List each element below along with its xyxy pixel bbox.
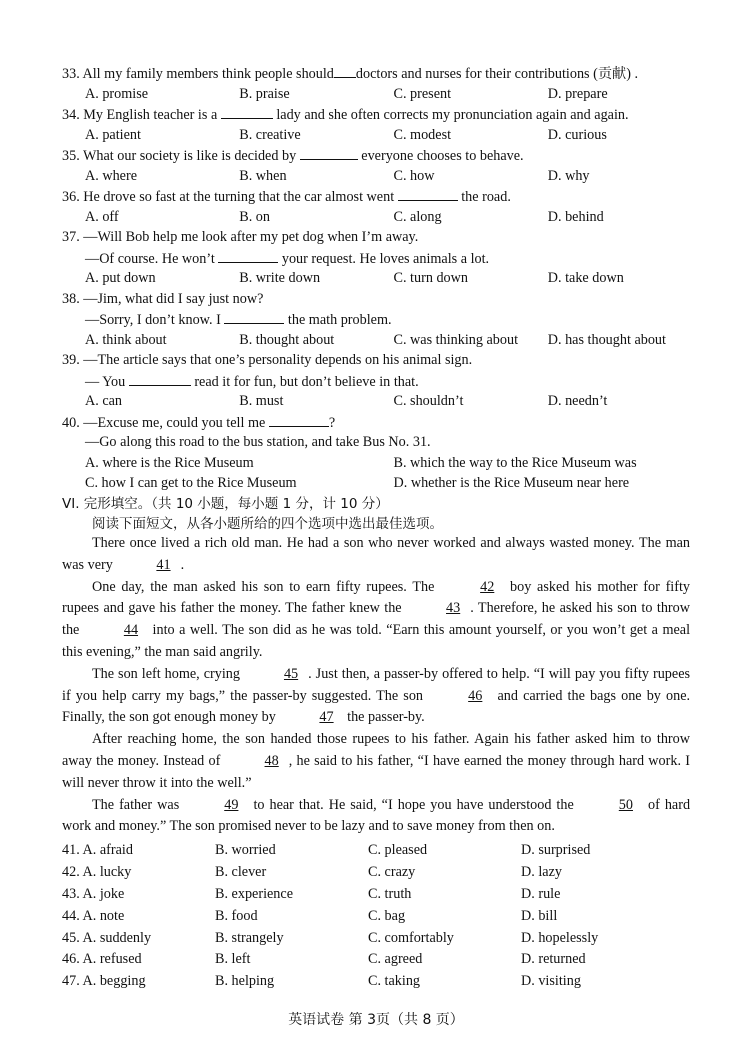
question-stem: ? bbox=[328, 414, 336, 431]
question-35 bbox=[62, 145, 702, 166]
options-40-row-2 bbox=[62, 473, 702, 494]
passage-text: boy asked his mother for fifty rupees and gave his father the money. The father knew the bbox=[62, 578, 691, 617]
option: C. pleased bbox=[368, 842, 428, 858]
paragraph-2 bbox=[62, 577, 690, 664]
option: B. worried bbox=[215, 842, 276, 858]
option: D. bill bbox=[521, 907, 558, 924]
cloze-option-row-45 bbox=[62, 928, 702, 950]
cloze-option-row-43 bbox=[62, 884, 702, 906]
cloze-options bbox=[62, 840, 702, 993]
paragraph-1 bbox=[62, 533, 690, 577]
question-stem: —Go along this road to the bus station, and take Bus No. 31. bbox=[85, 434, 431, 450]
question-33 bbox=[62, 63, 702, 84]
option: C. truth bbox=[368, 885, 412, 902]
option: C. turn down bbox=[393, 270, 468, 286]
option: C. modest bbox=[393, 126, 452, 143]
question-stem: 33. All my family members think people should bbox=[62, 66, 334, 82]
option: 43. A. joke bbox=[62, 885, 125, 902]
answer-blank bbox=[334, 63, 356, 78]
question-stem: everyone chooses to behave. bbox=[361, 148, 524, 164]
option: C. comfortably bbox=[368, 929, 454, 946]
answer-blank bbox=[269, 412, 329, 427]
option: B. clever bbox=[215, 863, 267, 880]
cloze-blank-42: 42 bbox=[480, 578, 495, 595]
option: B. when bbox=[239, 167, 287, 184]
section-instruction: 阅读下面短文，从各小题所给的四个选项中选出最佳选项。 bbox=[92, 516, 443, 532]
option: B. which the way to the Rice Museum was bbox=[393, 454, 637, 471]
question-stem: lady and she often corrects my pronunciation again and again. bbox=[276, 107, 629, 123]
passage-text: There once lived a rich old man. He had a son who never worked and always wasted money. The man was very bbox=[62, 535, 690, 573]
option: D. why bbox=[547, 167, 590, 184]
option: D. returned bbox=[521, 951, 586, 968]
question-stem: 35. What our society is like is decided by bbox=[62, 148, 297, 164]
option: D. needn’t bbox=[547, 393, 608, 409]
option: 41. A. afraid bbox=[62, 842, 133, 858]
passage-text: of hard work and money.” The son promised never to be lazy and to save money from then on. bbox=[62, 796, 691, 835]
option: D. visiting bbox=[521, 973, 581, 990]
question-stem: doctors and nurses for their contributions (贡献) . bbox=[355, 66, 639, 82]
cloze-blank-50: 50 bbox=[618, 796, 633, 813]
option: B. thought about bbox=[239, 331, 335, 348]
cloze-option-row-42 bbox=[62, 862, 702, 884]
option: D. prepare bbox=[547, 85, 608, 102]
option: A. where bbox=[85, 167, 137, 184]
answer-blank bbox=[224, 309, 284, 324]
option: D. curious bbox=[547, 126, 607, 143]
option: 47. A. begging bbox=[62, 973, 146, 990]
option: A. off bbox=[85, 208, 119, 225]
question-40-reply bbox=[62, 432, 702, 453]
option: C. how I can get to the Rice Museum bbox=[85, 475, 297, 491]
answer-blank bbox=[300, 145, 358, 160]
cloze-option-row-44 bbox=[62, 906, 702, 928]
passage-text: and carried the bags one by one. Finally, the son got enough money by bbox=[62, 687, 691, 726]
question-39 bbox=[62, 350, 702, 371]
option: B. on bbox=[239, 208, 270, 225]
option: A. promise bbox=[85, 85, 149, 102]
option: A. think about bbox=[85, 331, 167, 348]
paragraph-3 bbox=[62, 664, 690, 729]
option: 46. A. refused bbox=[62, 951, 142, 968]
question-37 bbox=[62, 227, 702, 248]
answer-blank bbox=[129, 371, 191, 386]
option: D. take down bbox=[547, 270, 624, 286]
cloze-blank-48: 48 bbox=[264, 752, 279, 769]
option: D. hopelessly bbox=[521, 929, 599, 946]
option: C. taking bbox=[368, 973, 421, 990]
options-40-row-1 bbox=[62, 453, 702, 474]
cloze-option-row-41 bbox=[62, 840, 702, 862]
option: D. surprised bbox=[521, 842, 591, 858]
cloze-option-row-46 bbox=[62, 949, 702, 971]
paragraph-5 bbox=[62, 795, 690, 839]
option: B. left bbox=[215, 951, 251, 968]
passage-text: into a well. The son did as he was told. “Earn this amount yourself, or you won’t get a meal this evening,” the man said angrily. bbox=[62, 622, 691, 660]
question-38-reply bbox=[62, 309, 702, 330]
passage-text: . Just then, a passer-by offered to help. “I will pay you fifty rupees if you help carry my bags,” the passer-by suggested. The son bbox=[62, 665, 691, 704]
option: D. whether is the Rice Museum near here bbox=[393, 475, 630, 491]
question-36 bbox=[62, 186, 702, 207]
option: B. experience bbox=[215, 885, 293, 902]
option: 42. A. lucky bbox=[62, 863, 132, 880]
option: C. bag bbox=[368, 907, 406, 924]
question-stem: 34. My English teacher is a bbox=[62, 107, 218, 123]
option: B. helping bbox=[215, 973, 275, 990]
question-stem: 36. He drove so fast at the turning that the car almost went bbox=[62, 189, 395, 205]
option: B. write down bbox=[239, 270, 321, 286]
option: B. strangely bbox=[215, 929, 284, 946]
option: B. food bbox=[215, 907, 258, 924]
option: 45. A. suddenly bbox=[62, 929, 152, 946]
options-38 bbox=[62, 330, 702, 351]
question-stem: 40. —Excuse me, could you tell me bbox=[62, 414, 266, 431]
option: A. where is the Rice Museum bbox=[85, 454, 254, 471]
question-stem: 39. —The article says that one’s personality depends on his animal sign. bbox=[62, 352, 473, 368]
option: D. has thought about bbox=[547, 331, 666, 348]
question-stem: the math problem. bbox=[287, 312, 392, 328]
cloze-option-row-47 bbox=[62, 971, 702, 993]
cloze-blank-46: 46 bbox=[468, 687, 483, 704]
multiple-choice-section bbox=[62, 63, 702, 535]
options-36 bbox=[62, 207, 702, 228]
option: A. patient bbox=[85, 126, 141, 143]
option: C. was thinking about bbox=[393, 331, 519, 348]
passage-text: After reaching home, the son handed those rupees to his father. Again his father asked him to throw away the money. Instead of bbox=[62, 731, 690, 769]
question-stem: —Of course. He won’t bbox=[85, 250, 215, 267]
option: D. lazy bbox=[521, 863, 562, 880]
passage-text: The son left home, crying bbox=[92, 665, 240, 682]
option: B. must bbox=[239, 393, 284, 409]
passage-text: the passer-by. bbox=[347, 709, 425, 726]
question-stem: 38. —Jim, what did I say just now? bbox=[62, 290, 264, 307]
question-stem: read it for fun, but don’t believe in that. bbox=[194, 373, 419, 390]
option: D. rule bbox=[521, 885, 561, 902]
passage-text: , he said to his father, “I have earned the money through hard work. I will never throw it into the well.” bbox=[62, 752, 690, 791]
question-stem: the road. bbox=[461, 189, 511, 205]
question-stem: — You bbox=[85, 373, 126, 390]
option: C. agreed bbox=[368, 951, 423, 968]
cloze-blank-47: 47 bbox=[319, 709, 334, 726]
option: C. how bbox=[393, 167, 435, 184]
option: D. behind bbox=[547, 208, 604, 225]
option: C. present bbox=[393, 85, 452, 102]
option: C. along bbox=[393, 208, 442, 225]
cloze-blank-44: 44 bbox=[123, 622, 139, 639]
cloze-blank-45: 45 bbox=[283, 665, 299, 682]
cloze-passage bbox=[62, 533, 690, 838]
page-footer: 英语试卷 第 3页（共 8 页） bbox=[288, 1012, 464, 1028]
question-39-reply bbox=[62, 371, 702, 392]
question-stem: 37. —Will Bob help me look after my pet dog when I’m away. bbox=[62, 229, 419, 245]
passage-text: The father was bbox=[92, 796, 180, 813]
option: B. praise bbox=[239, 85, 290, 102]
option: A. put down bbox=[85, 270, 156, 286]
question-37-reply bbox=[62, 248, 702, 269]
answer-blank bbox=[218, 248, 278, 263]
option: 44. A. note bbox=[62, 907, 125, 924]
answer-blank bbox=[221, 104, 273, 119]
question-40 bbox=[62, 412, 702, 433]
question-stem: your request. He loves animals a lot. bbox=[281, 250, 490, 267]
option: A. can bbox=[85, 393, 123, 409]
section-title: VI. 完形填空。（共 10 小题，每小题 1 分，计 10 分） bbox=[62, 495, 389, 512]
options-39 bbox=[62, 391, 702, 412]
question-34 bbox=[62, 104, 702, 125]
option: B. creative bbox=[239, 126, 301, 143]
answer-blank bbox=[398, 186, 458, 201]
option: C. shouldn’t bbox=[393, 393, 464, 409]
options-35 bbox=[62, 166, 702, 187]
paragraph-4 bbox=[62, 729, 690, 794]
option: C. crazy bbox=[368, 863, 416, 880]
cloze-blank-43: 43 bbox=[446, 600, 461, 617]
passage-text: . bbox=[180, 556, 185, 573]
passage-text: . Therefore, he asked his son to throw the bbox=[62, 600, 690, 639]
question-38 bbox=[62, 289, 702, 310]
passage-text: to hear that. He said, “I hope you have understood the bbox=[253, 796, 574, 813]
options-37 bbox=[62, 268, 702, 289]
passage-text: One day, the man asked his son to earn fifty rupees. The bbox=[92, 578, 435, 595]
options-33 bbox=[62, 84, 702, 105]
question-stem: —Sorry, I don’t know. I bbox=[85, 312, 221, 328]
cloze-blank-41: 41 bbox=[156, 556, 171, 573]
options-34 bbox=[62, 125, 702, 146]
cloze-blank-49: 49 bbox=[224, 796, 239, 813]
